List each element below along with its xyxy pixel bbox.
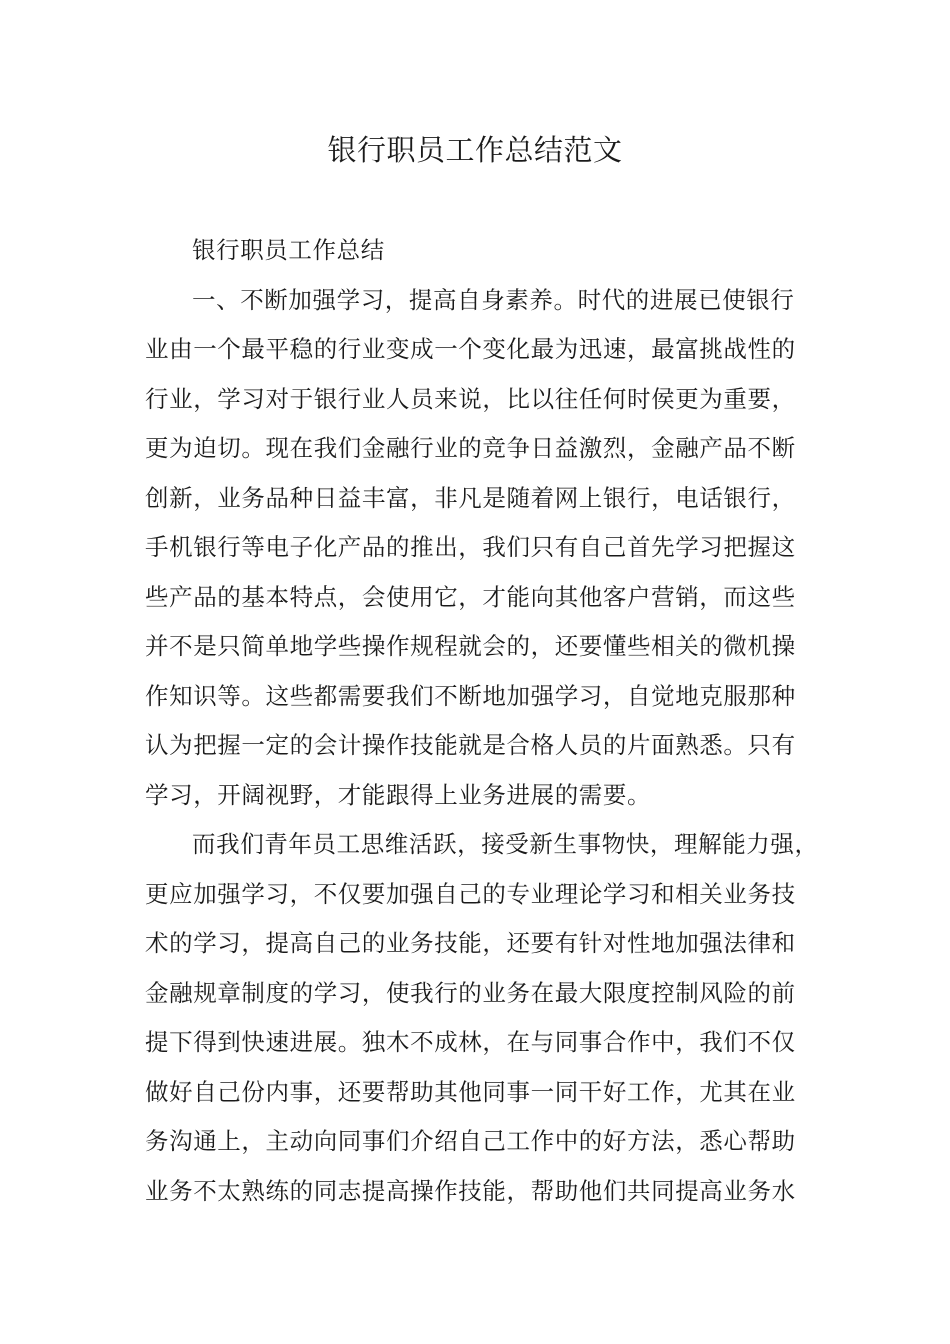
text-line: 学习，开阔视野，才能跟得上业务进展的需要。 — [145, 780, 652, 809]
text-line: 金融规章制度的学习，使我行的业务在最大限度控制风险的前 — [145, 978, 796, 1007]
text-line: 做好自己份内事，还要帮助其他同事一同干好工作，尤其在业 — [145, 1077, 796, 1106]
text-line: 作知识等。这些都需要我们不断地加强学习，自觉地克服那种 — [145, 681, 796, 710]
text-line: 提下得到快速进展。独木不成林，在与同事合作中，我们不仅 — [145, 1028, 796, 1056]
text-line: 更为迫切。现在我们金融行业的竞争日益激烈，金融产品不断 — [145, 434, 796, 462]
text-line: 并不是只简单地学些操作规程就会的，还要懂些相关的微机操 — [145, 632, 796, 660]
text-line: 创新，业务品种日益丰富，非凡是随着网上银行，电话银行， — [145, 483, 796, 512]
text-line: 业由一个最平稳的行业变成一个变化最为迅速，最富挑战性的 — [145, 335, 796, 363]
text-line: 银行职员工作总结 — [192, 236, 385, 264]
text-line: 一、不断加强学习，提高自身素养。时代的进展已使银行 — [192, 285, 795, 314]
text-line: 务沟通上，主动向同事们介绍自己工作中的好方法，悉心帮助 — [145, 1127, 796, 1155]
text-line: 更应加强学习，不仅要加强自己的专业理论学习和相关业务技 — [145, 879, 796, 908]
text-line: 术的学习，提高自己的业务技能，还要有针对性地加强法律和 — [145, 929, 796, 957]
document-body — [145, 226, 825, 1216]
text-line: 手机银行等电子化产品的推出，我们只有自己首先学习把握这 — [145, 533, 796, 561]
text-line: 行业，学习对于银行业人员来说，比以往任何时侯更为重要， — [145, 384, 796, 413]
text-line: 而我们青年员工思维活跃，接受新生事物快，理解能力强， — [192, 830, 819, 858]
text-line: 认为把握一定的会计操作技能就是合格人员的片面熟悉。只有 — [145, 731, 796, 759]
text-line: 些产品的基本特点，会使用它，才能向其他客户营销，而这些 — [145, 582, 796, 611]
text-line: 业务不太熟练的同志提高操作技能，帮助他们共同提高业务水 — [145, 1176, 796, 1205]
document-title: 银行职员工作总结范文 — [327, 133, 623, 167]
